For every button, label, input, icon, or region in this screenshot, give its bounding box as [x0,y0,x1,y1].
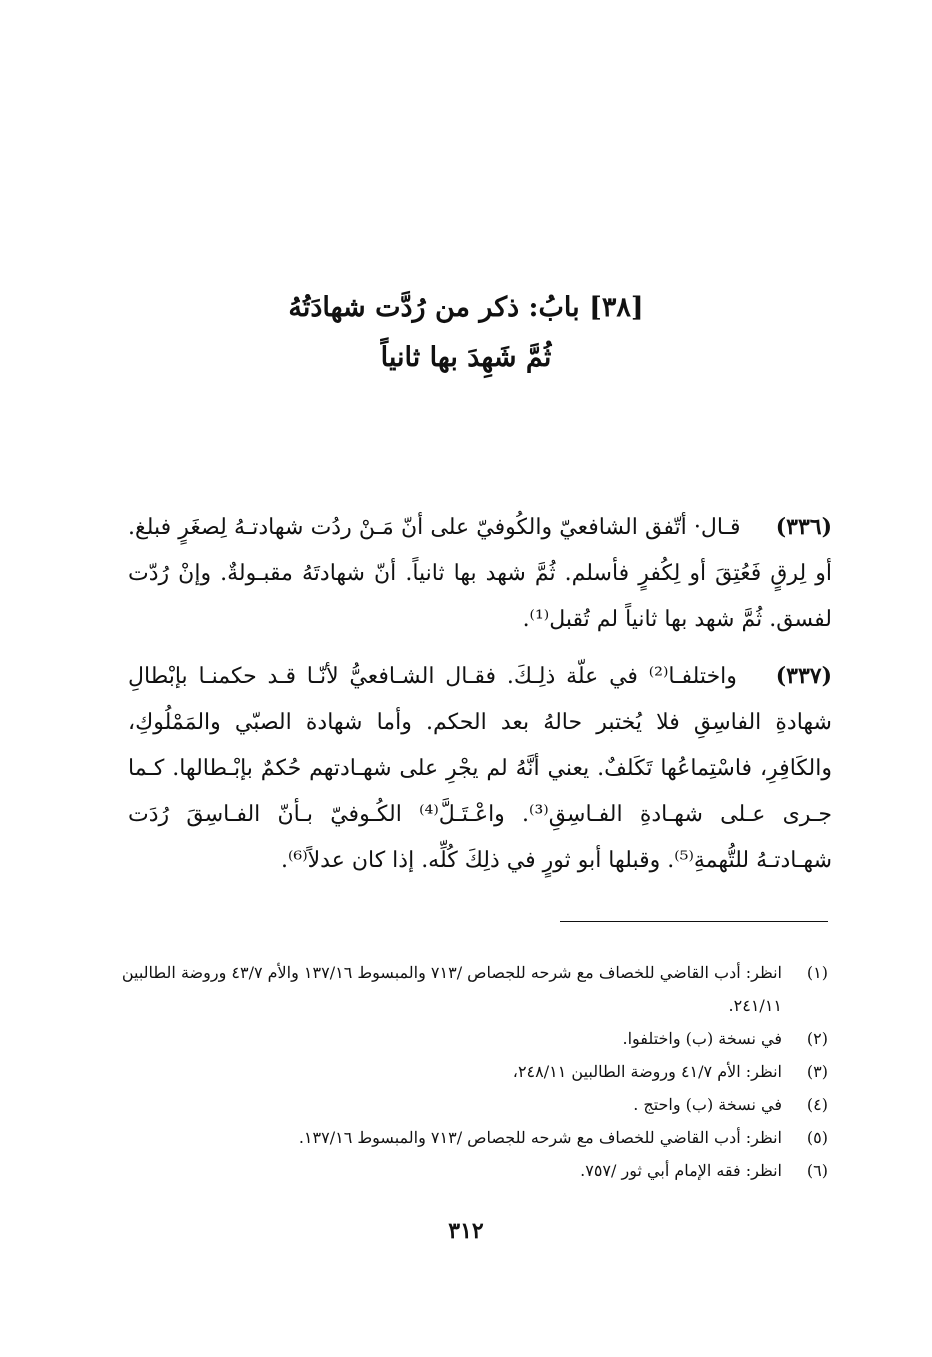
footnote-item [120,1022,828,1055]
footnote-separator [560,921,828,922]
footnote-text: انظر: أدب القاضي للخصاف مع شرحه للجصاص /٧١٣ والمبسوط ١٣٧/١٦. [298,1128,782,1147]
chapter-heading-line-2: ثُمَّ شَهِدَ بها ثانياً [380,342,552,373]
footnote-text: انظر: الأم ٤١/٧ وروضة الطالبين ٢٤٨/١١، [512,1062,782,1081]
footnote-text: في نسخة (ب) واحتج . [633,1095,782,1114]
chapter-heading-line-1: [٣٨] بابُ: ذكر من رُدَّت شهادَتُهُ [288,292,644,323]
paragraph-number: (٣٣٦) [775,514,832,540]
page-number: ٣١٢ [448,1218,484,1244]
footnotes [120,956,828,1187]
footnote-text: في نسخة (ب) واختلفوا. [622,1029,782,1048]
footnote-number: (٦) [806,1161,828,1180]
paragraph-text: واختلفـا⁽²⁾ في علّة ذلِـكَ. فقـال الشـافعيُّ لأنّـا قـد حكمنـا بإبْطالِ شهادةِ الفاسِقِ فلا يُختبر حالهُ بعد الحكم. وأما شهادة الصبّي والمَمْلُوكِ، والكَافِرِ، فاسْتِماعُها تَكَلفٌ. يعني أنَّهُ لم يجْرِ على شهـادتهم حُكمٌ بإبْـطالها. كـما جـرى عـلى شهـادةِ الفـاسِقِ⁽³⁾. واعْـتَـلَّ⁽⁴⁾ الكُـوفيّ بـأنّ الفـاسِقَ رُدَت شهـادتـهُ للتُّهمةِ⁽⁵⁾. وقبلها أبو ثورٍ في ذلِكَ كُلِّه. إذا كان عدلاً⁽⁶⁾. [128,664,832,873]
footnote-number: (٢) [806,1029,828,1048]
footnote-item [120,1055,828,1088]
footnote-number: (١) [806,963,828,982]
footnote-number: (٥) [806,1128,828,1147]
paragraph-337 [128,653,832,884]
body-text [128,504,832,884]
footnote-text: انظر: فقه الإمام أبي ثور /٧٥٧. [580,1161,782,1180]
footnote-item [120,1088,828,1121]
paragraph-text: قـال· أتّفق الشافعيّ والكُوفيّ على أنّ مَـنْ ردُت شهادتـهُ لِصغَرٍ فبلغ. أو لِرقٍ فَعُتِقَ أو لِكُفرٍ فأسلم. ثُمَّ شهد بها ثانياً. أنّ شهادتَهُ مقبـولةٌ. وإنْ رُدّت لفسق. ثُمَّ شهد بها ثانياً لم تُقبل⁽¹⁾. [128,515,832,632]
footnote-number: (٣) [806,1062,828,1081]
footnote-text: انظر: أدب القاضي للخصاف مع شرحه للجصاص /٧١٣ والمبسوط ١٣٧/١٦ والأم ٤٣/٧ وروضة الطالبين ٢٤١/١١. [121,963,782,1015]
paragraph-number: (٣٣٧) [775,663,833,689]
footnote-number: (٤) [806,1095,828,1114]
chapter-heading [120,283,812,383]
footnote-item [120,1154,828,1187]
footnote-item [120,1121,828,1154]
paragraph-336 [128,504,832,643]
footnote-item [120,956,828,1022]
